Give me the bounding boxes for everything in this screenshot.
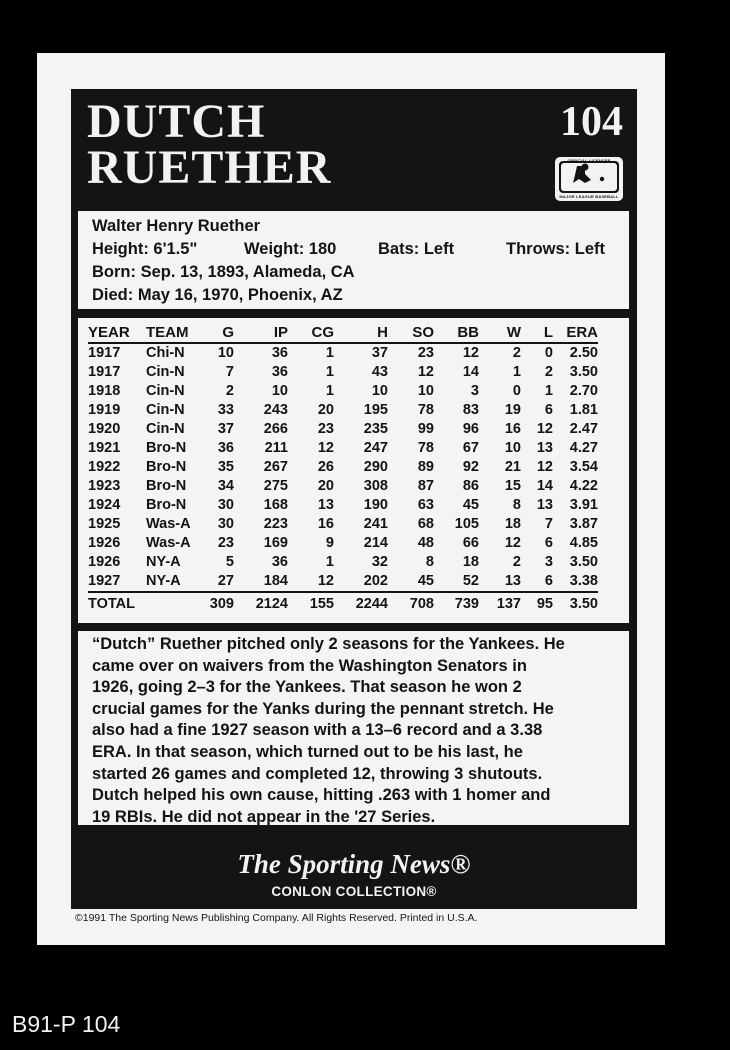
stat-team: Cin-N [146,364,185,380]
stat-year: 1926 [88,554,121,570]
stat-era: 3.50 [569,554,598,570]
stat-era: 2.70 [569,383,598,399]
stat-so: 78 [417,440,434,456]
stat-bb: 92 [462,459,479,475]
stat-ip: 275 [263,478,288,494]
total-so: 708 [388,592,434,615]
stat-bb: 86 [462,478,479,494]
stat-team: Cin-N [146,402,185,418]
stat-w: 12 [504,535,521,551]
total-label: TOTAL [88,592,146,615]
stat-year: 1917 [88,345,121,361]
conlon-collection-label: CONLON COLLECTION® [271,884,437,899]
stat-h: 214 [363,535,388,551]
stat-so: 8 [425,554,434,570]
height: Height: 6'1.5" [92,240,198,258]
stat-ip: 168 [263,497,288,513]
stat-l: 3 [544,554,553,570]
stat-so: 87 [417,478,434,494]
stat-l: 12 [536,459,553,475]
stat-bb: 83 [462,402,479,418]
stat-g: 35 [217,459,234,475]
stats-rows [88,343,598,592]
header-year: YEAR [88,322,146,343]
stat-l: 13 [536,497,553,513]
header-era: ERA [553,322,598,343]
stat-cg: 26 [317,459,334,475]
stat-team: Bro-N [146,440,187,456]
stat-w: 16 [504,421,521,437]
stat-w: 2 [512,345,521,361]
stat-h: 195 [363,402,388,418]
blurb-line: 19 RBIs. He did not appear in the '27 Series. [92,807,436,826]
stats-table [88,322,598,615]
stat-w: 18 [504,516,521,532]
stat-g: 7 [225,364,234,380]
stat-so: 23 [417,345,434,361]
stat-l: 1 [544,383,553,399]
stat-so: 48 [417,535,434,551]
stat-bb: 67 [462,440,479,456]
stat-bb: 105 [454,516,479,532]
stat-l: 14 [536,478,553,494]
blurb-line: crucial games for the Yanks during the pennant stretch. He [92,699,554,718]
total-team [146,592,208,615]
player-last-name: RUETHER [87,141,332,194]
card-panel [71,89,637,909]
stats-total-row [88,592,598,615]
stat-year: 1918 [88,383,121,399]
sporting-news-logo: The Sporting News® [237,849,471,879]
stat-cg: 12 [317,573,334,589]
stat-bb: 12 [462,345,479,361]
stat-w: 8 [512,497,521,513]
stat-year: 1919 [88,402,121,418]
stat-era: 2.50 [569,345,598,361]
stats-row [88,477,598,496]
stat-w: 13 [504,573,521,589]
stats-row [88,458,598,477]
stat-ip: 184 [263,573,288,589]
stat-g: 2 [225,383,234,399]
stats-row [88,343,598,363]
stats-row [88,553,598,572]
header-team: TEAM [146,322,208,343]
stat-year: 1920 [88,421,121,437]
bats: Bats: Left [378,240,455,258]
stat-ip: 267 [263,459,288,475]
stat-g: 37 [217,421,234,437]
stat-so: 10 [417,383,434,399]
header-so: SO [388,322,434,343]
logo-line-1: OFFICIAL LICENSEE [567,158,611,163]
stat-cg: 1 [325,364,334,380]
stat-w: 1 [512,364,521,380]
stat-era: 4.22 [569,478,598,494]
stat-l: 6 [544,573,553,589]
stat-h: 43 [371,364,388,380]
header-g: G [208,322,234,343]
stat-bb: 14 [462,364,479,380]
stat-ip: 36 [271,364,288,380]
stat-ip: 10 [271,383,288,399]
throws: Throws: Left [506,240,605,258]
blurb-line: came over on waivers from the Washington Senators in [92,656,527,675]
header-l: L [521,322,553,343]
stat-h: 32 [371,554,388,570]
stats-row [88,363,598,382]
stat-w: 21 [504,459,521,475]
stat-era: 3.38 [569,573,598,589]
stat-era: 3.50 [569,364,598,380]
stat-so: 68 [417,516,434,532]
stats-row [88,401,598,420]
stat-h: 10 [371,383,388,399]
stat-h: 190 [363,497,388,513]
stat-bb: 3 [470,383,479,399]
stat-g: 23 [217,535,234,551]
stat-cg: 9 [325,535,334,551]
stat-ip: 211 [264,440,288,456]
stat-era: 3.91 [569,497,598,513]
stat-w: 10 [504,440,521,456]
blurb-line: also had a fine 1927 season with a 13–6 record and a 3.38 [92,721,543,740]
stat-l: 12 [536,421,553,437]
stat-team: Was-A [146,535,191,551]
stat-h: 202 [363,573,388,589]
stat-l: 7 [544,516,553,532]
stat-cg: 1 [325,345,334,361]
blurb-line: 1926, going 2–3 for the Yankees. That season he won 2 [92,678,522,697]
full-name: Walter Henry Ruether [92,217,261,235]
stat-bb: 96 [462,421,479,437]
stat-team: Bro-N [146,478,187,494]
stat-w: 0 [512,383,521,399]
stat-g: 30 [217,516,234,532]
stat-team: Bro-N [146,459,187,475]
stat-l: 6 [544,535,553,551]
stats-row [88,439,598,458]
stat-so: 78 [417,402,434,418]
stats-row [88,420,598,439]
stats-row [88,572,598,592]
stat-l: 6 [544,402,553,418]
stat-cg: 16 [317,516,334,532]
header-w: W [479,322,521,343]
stat-era: 3.54 [569,459,598,475]
stat-so: 99 [417,421,434,437]
born: Born: Sep. 13, 1893, Alameda, CA [92,263,355,281]
stat-ip: 223 [263,516,288,532]
stat-year: 1921 [88,440,121,456]
stats-row [88,496,598,515]
stat-era: 4.85 [569,535,598,551]
bio-box [78,211,629,309]
total-ip: 2124 [234,592,288,615]
stat-cg: 23 [317,421,334,437]
stat-w: 19 [504,402,521,418]
stat-g: 30 [217,497,234,513]
total-bb: 739 [434,592,479,615]
stat-g: 34 [217,478,234,494]
stat-g: 36 [217,440,234,456]
copyright-line: ©1991 The Sporting News Publishing Company. All Rights Reserved. Printed in U.S.A. [75,912,478,924]
blurb-line: started 26 games and completed 12, throwing 3 shutouts. [92,764,543,783]
baseball-card-back [37,53,665,945]
stat-ip: 243 [263,402,288,418]
stat-cg: 20 [317,478,334,494]
stat-bb: 18 [462,554,479,570]
stats-header-row [88,322,598,343]
stat-cg: 12 [317,440,334,456]
died: Died: May 16, 1970, Phoenix, AZ [92,286,343,304]
logo-line-2: MAJOR LEAGUE BASEBALL [559,194,619,199]
stat-h: 290 [363,459,388,475]
stat-ip: 169 [263,535,288,551]
stat-so: 45 [417,573,434,589]
stat-year: 1927 [88,573,121,589]
stat-w: 15 [504,478,521,494]
stat-ip: 36 [271,554,288,570]
stat-so: 63 [417,497,434,513]
total-era: 3.50 [553,592,598,615]
total-w: 137 [479,592,521,615]
stat-year: 1922 [88,459,121,475]
stats-row [88,534,598,553]
stat-g: 10 [217,345,234,361]
stat-year: 1923 [88,478,121,494]
card-number: 104 [560,99,623,145]
stat-g: 33 [217,402,234,418]
blurb-line: ERA. In that season, which turned out to be his last, he [92,743,523,761]
header-h: H [334,322,388,343]
stat-team: Cin-N [146,421,185,437]
stats-row [88,382,598,401]
stat-cg: 13 [317,497,334,513]
stat-year: 1926 [88,535,121,551]
stat-h: 241 [363,516,388,532]
stat-w: 2 [512,554,521,570]
stat-bb: 66 [462,535,479,551]
stat-so: 89 [417,459,434,475]
stat-era: 1.81 [569,402,598,418]
header-ip: IP [234,322,288,343]
stat-h: 235 [363,421,388,437]
stat-cg: 20 [317,402,334,418]
stat-h: 247 [363,440,388,456]
stats-row [88,515,598,534]
weight: Weight: 180 [244,240,337,258]
blurb-line: “Dutch” Ruether pitched only 2 seasons for the Yankees. He [92,635,565,653]
stat-ip: 36 [271,345,288,361]
scan-label: B91-P 104 [12,1011,121,1037]
stat-g: 27 [217,573,234,589]
career-blurb [78,631,629,825]
mlb-logo-icon [555,157,623,201]
stat-bb: 52 [462,573,479,589]
stat-year: 1924 [88,497,121,513]
stat-l: 13 [536,440,553,456]
player-first-name: DUTCH [87,95,266,148]
player-name [87,95,332,194]
total-h: 2244 [334,592,388,615]
stat-ip: 266 [263,421,288,437]
stat-bb: 45 [462,497,479,513]
stats-box [78,318,629,623]
stat-h: 308 [363,478,388,494]
stat-cg: 1 [325,554,334,570]
stat-l: 2 [544,364,553,380]
stat-year: 1925 [88,516,121,532]
header-cg: CG [288,322,334,343]
stat-cg: 1 [325,383,334,399]
stat-team: Bro-N [146,497,187,513]
stat-g: 5 [225,554,234,570]
stat-l: 0 [544,345,553,361]
blurb-line: Dutch helped his own cause, hitting .263 with 1 homer and [92,786,551,805]
stat-team: NY-A [146,554,181,570]
stat-year: 1917 [88,364,121,380]
stat-so: 12 [417,364,434,380]
stat-era: 4.27 [569,440,598,456]
stat-h: 37 [371,345,388,361]
total-l: 95 [521,592,553,615]
total-g: 309 [208,592,234,615]
stat-team: Cin-N [146,383,185,399]
header-bb: BB [434,322,479,343]
stat-team: Chi-N [146,345,185,361]
total-cg: 155 [288,592,334,615]
stat-era: 2.47 [569,421,598,437]
stat-team: NY-A [146,573,181,589]
stat-team: Was-A [146,516,191,532]
stat-era: 3.87 [569,516,598,532]
